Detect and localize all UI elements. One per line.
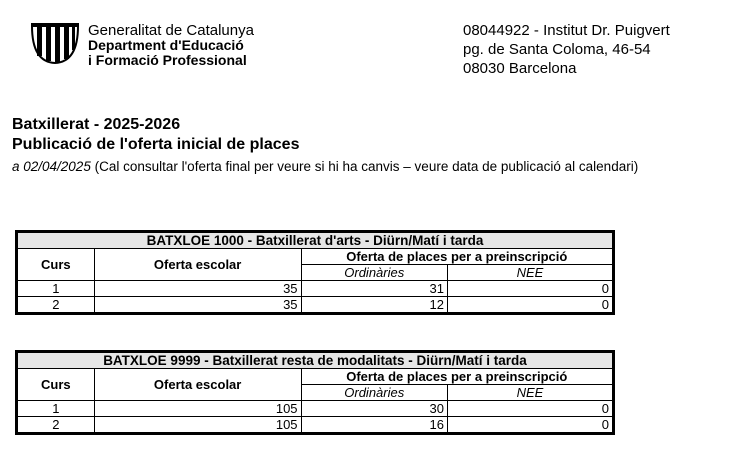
table-row [17, 297, 614, 314]
table-title: BATXLOE 1000 - Batxillerat d'arts - Diürn/Matí i tarda [17, 232, 614, 249]
cell-curs: 1 [17, 401, 95, 417]
school-street: pg. de Santa Coloma, 46-54 [463, 41, 651, 58]
table-row [17, 417, 614, 434]
cell-ordinaries: 16 [301, 417, 447, 434]
generalitat-logo-icon [30, 22, 80, 64]
cell-nee: 0 [447, 417, 613, 434]
col-ordinaries: Ordinàries [301, 265, 447, 281]
publication-note [12, 158, 638, 176]
cell-oferta: 105 [94, 417, 301, 434]
org-line-2: Department d'Educació [88, 37, 244, 53]
cell-oferta: 35 [94, 281, 301, 297]
col-group: Oferta de places per a preinscripció [301, 369, 613, 385]
col-nee: NEE [447, 385, 613, 401]
cell-oferta: 35 [94, 297, 301, 314]
note-text: (Cal consultar l'oferta final per veure si hi ha canvis – veure data de publicació al calendari) [90, 159, 639, 174]
col-group: Oferta de places per a preinscripció [301, 249, 613, 265]
cell-curs: 1 [17, 281, 95, 297]
cell-nee: 0 [447, 297, 613, 314]
organization-name [88, 23, 254, 68]
table-title: BATXLOE 9999 - Batxillerat resta de modalitats - Diürn/Matí i tarda [17, 352, 614, 369]
school-name: 08044922 - Institut Dr. Puigvert [463, 22, 670, 39]
cell-ordinaries: 31 [301, 281, 447, 297]
school-address [463, 21, 670, 78]
col-nee: NEE [447, 265, 613, 281]
org-line-3: i Formació Professional [88, 52, 247, 68]
offer-table-other-modalities [15, 350, 615, 435]
cell-oferta: 105 [94, 401, 301, 417]
table-row [17, 401, 614, 417]
cell-curs: 2 [17, 417, 95, 434]
cell-nee: 0 [447, 401, 613, 417]
offer-table-arts [15, 230, 615, 315]
cell-ordinaries: 30 [301, 401, 447, 417]
page-subtitle: Publicació de l'oferta inicial de places [12, 136, 300, 153]
note-date: a 02/04/2025 [12, 159, 91, 174]
cell-curs: 2 [17, 297, 95, 314]
page-title: Batxillerat - 2025-2026 [12, 116, 181, 133]
school-city: 08030 Barcelona [463, 60, 577, 77]
org-line-1: Generalitat de Catalunya [88, 22, 254, 39]
col-curs: Curs [17, 369, 95, 401]
col-ordinaries: Ordinàries [301, 385, 447, 401]
table-row [17, 281, 614, 297]
cell-nee: 0 [447, 281, 613, 297]
cell-ordinaries: 12 [301, 297, 447, 314]
col-curs: Curs [17, 249, 95, 281]
col-oferta: Oferta escolar [94, 249, 301, 281]
col-oferta: Oferta escolar [94, 369, 301, 401]
